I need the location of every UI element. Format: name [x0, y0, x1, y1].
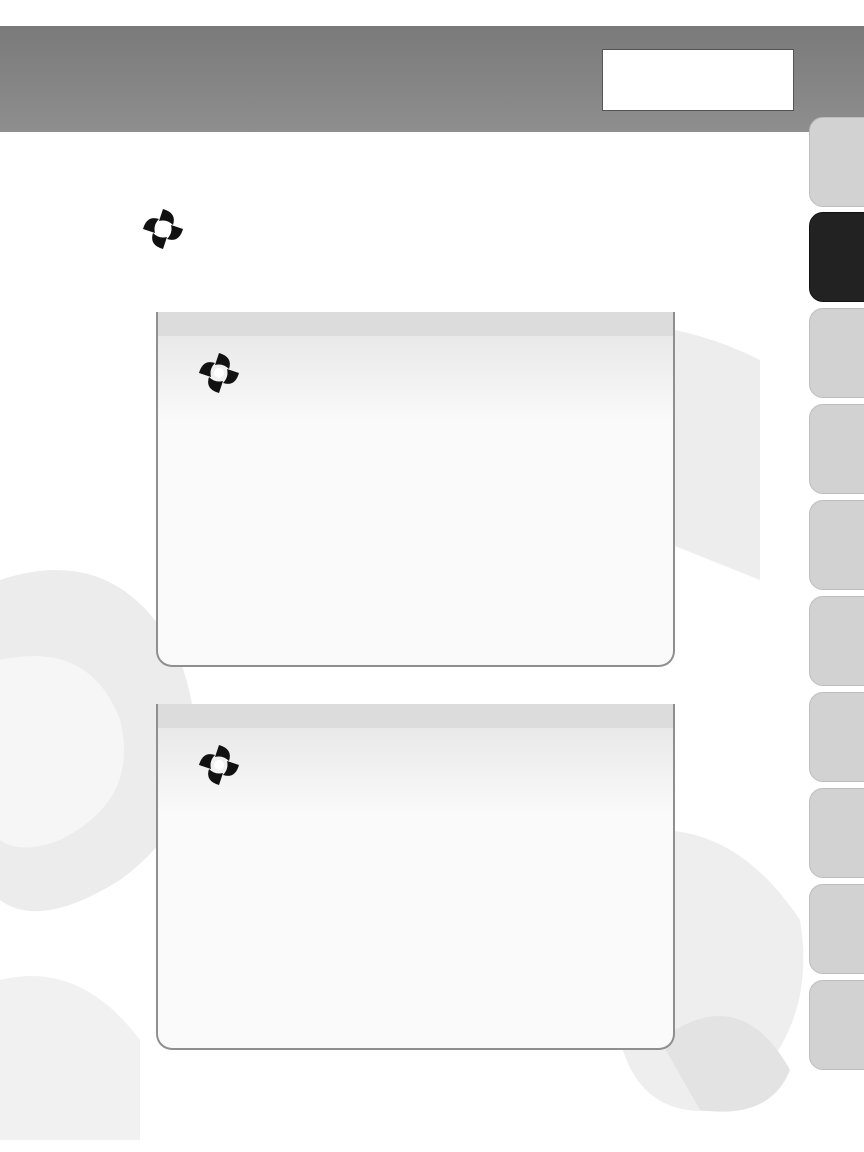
tab-stage-8[interactable] [809, 788, 864, 878]
tab-stage-9[interactable] [809, 884, 864, 974]
tab-stage-2[interactable] [809, 212, 864, 302]
tab-stage-1[interactable] [809, 117, 864, 207]
notepad-card-g6 [156, 312, 675, 667]
tab-bonus[interactable] [809, 980, 864, 1070]
tab-stage-5[interactable] [809, 500, 864, 590]
notepad-card-rhythm [156, 704, 675, 1050]
tab-stage-7[interactable] [809, 692, 864, 782]
strum-pattern [158, 704, 673, 1050]
tab-stage-6[interactable] [809, 596, 864, 686]
pick-logo-icon [140, 206, 186, 252]
brand-logo [602, 49, 794, 111]
tab-stage-4[interactable] [809, 404, 864, 494]
chord-grids [158, 312, 673, 667]
tab-stage-3[interactable] [809, 308, 864, 398]
